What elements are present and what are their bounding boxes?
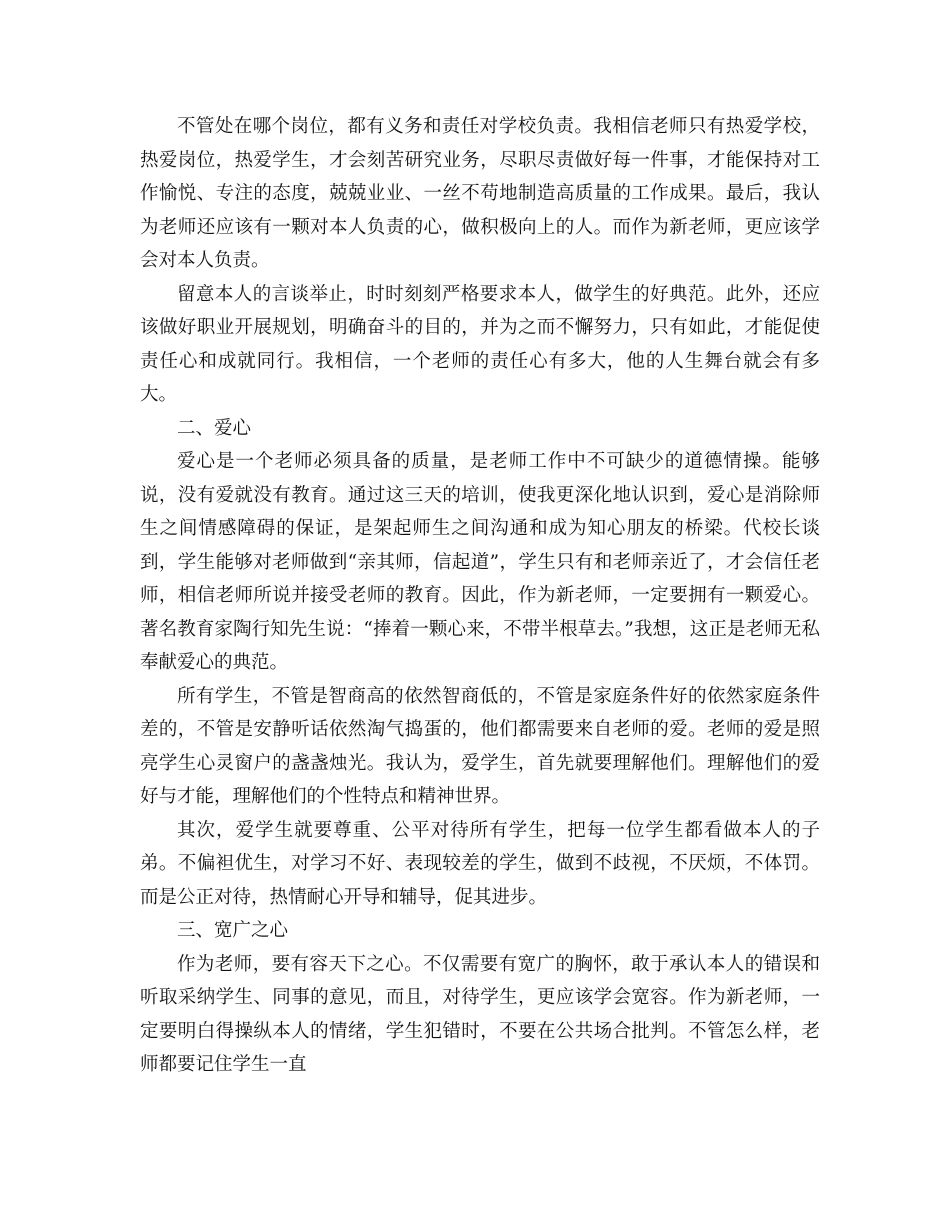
paragraph-responsibility-school: 不管处在哪个岗位，都有义务和责任对学校负责。我相信老师只有热爱学校，热爱岗位，热爱学生，才会刻苦研究业务，尽职尽责做好每一件事，才能保持对工作愉悦、专注的态度，兢兢业业、一丝不苟地制造高质量的工作成果。最后，我认为老师还应该有一颗对本人负责的心，做积极向上的人。而作为新老师，更应该学会对本人负责。 bbox=[140, 116, 820, 271]
paragraph-love-intro: 爱心是一个老师必须具备的质量，是老师工作中不可缺少的道德情操。能够说，没有爱就没有教育。通过这三天的培训，使我更深化地认识到，爱心是消除师生之间情感障碍的保证，是架起师生之间沟通和成为知心朋友的桥梁。代校长谈到，学生能够对老师做到“亲其师，信起道”，学生只有和老师亲近了，才会信任老师，相信老师所说并接受老师的教育。因此，作为新老师，一定要拥有一颗爱心。著名教育家陶行知先生说：“捧着一颗心来，不带半根草去。”我想，这正是老师无私奉献爱心的典范。 bbox=[140, 451, 820, 673]
document-body bbox=[140, 110, 820, 1082]
paragraph-love-respect: 其次，爱学生就要尊重、公平对待所有学生，把每一位学生都看做本人的子弟。不偏袒优生，对学习不好、表现较差的学生，做到不歧视，不厌烦，不体罚。而是公正对待，热情耐心开导和辅导，促其进步。 bbox=[140, 819, 820, 908]
paragraph-broad-mind: 作为老师，要有容天下之心。不仅需要有宽广的胸怀，敢于承认本人的错误和听取采纳学生、同事的意见，而且，对待学生，更应该学会宽容。作为新老师，一定要明白得操纵本人的情绪，学生犯错时，不要在公共场合批判。不管怎么样，老师都要记住学生一直 bbox=[140, 953, 820, 1075]
section-heading-love: 二、爱心 bbox=[177, 417, 252, 439]
section-heading-broad-mind: 三、宽广之心 bbox=[177, 920, 289, 941]
paragraph-responsibility-self: 留意本人的言谈举止，时时刻刻严格要求本人，做学生的好典范。此外，还应该做好职业开展规划，明确奋斗的目的，并为之而不懈努力，只有如此，才能促使责任心和成就同行。我相信，一个老师的责任心有多大，他的人生舞台就会有多大。 bbox=[140, 283, 820, 405]
paragraph-love-all-students: 所有学生，不管是智商高的依然智商低的，不管是家庭条件好的依然家庭条件差的，不管是安静听话依然淘气捣蛋的，他们都需要来自老师的爱。老师的爱是照亮学生心灵窗户的盏盏烛光。我认为，爱学生，首先就要理解他们。理解他们的爱好与才能，理解他们的个性特点和精神世界。 bbox=[140, 685, 820, 807]
